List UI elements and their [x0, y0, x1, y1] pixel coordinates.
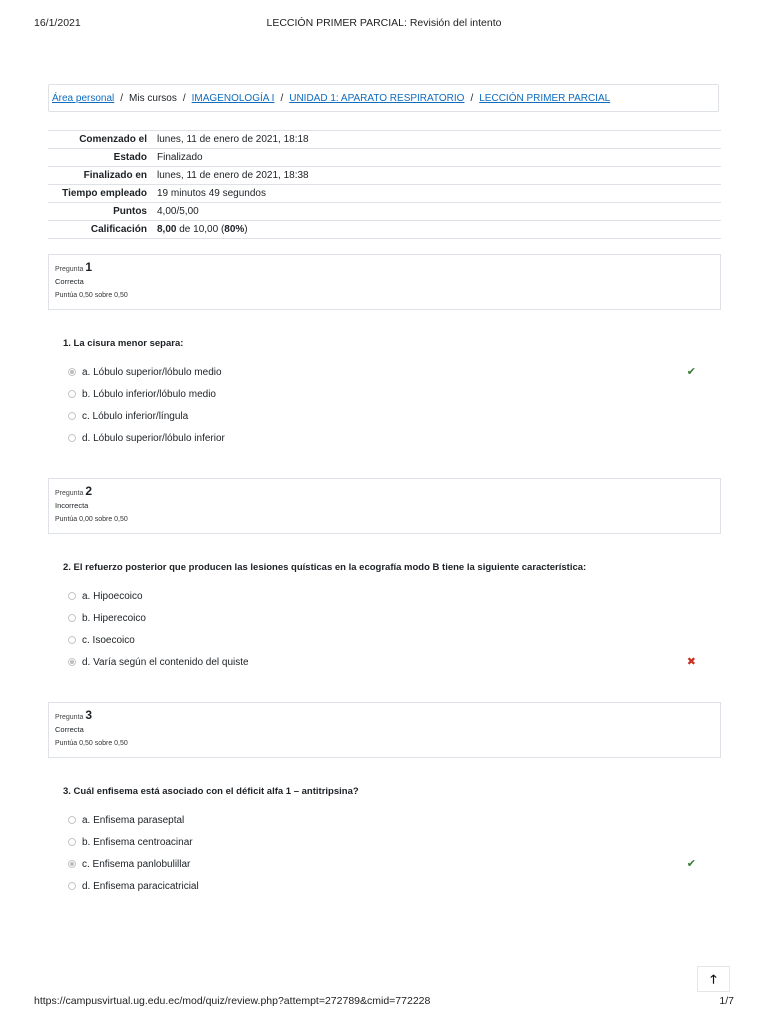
breadcrumb-separator: / [182, 92, 186, 104]
summary-row-finished [48, 167, 721, 185]
summary-row-time [48, 185, 721, 203]
grade-mid: de 10,00 ( [176, 224, 225, 235]
answer-label: c. Isoecoico [82, 634, 135, 646]
question-state: Correcta [55, 277, 84, 286]
print-footer [34, 995, 734, 1009]
grade-end: ) [244, 224, 248, 235]
answer-label: a. Lóbulo superior/lóbulo medio [82, 366, 222, 378]
radio-button-checked[interactable] [68, 368, 76, 376]
answer-option[interactable] [68, 611, 708, 625]
breadcrumb-separator: / [470, 92, 474, 104]
summary-value [157, 221, 721, 239]
arrow-up-icon: 🡑 [710, 972, 717, 986]
grade-percent: 80% [224, 224, 245, 235]
radio-button[interactable] [68, 390, 76, 398]
answer-option[interactable] [68, 633, 708, 647]
answer-label: d. Varía según el contenido del quiste [82, 656, 249, 668]
question-text-3: 3. Cuál enfisema está asociado con el déficit alfa 1 – antitripsina? [63, 786, 359, 797]
question-grade: Puntúa 0,50 sobre 0,50 [55, 292, 128, 299]
attempt-summary-table [48, 130, 721, 239]
answer-label: b. Enfisema centroacinar [82, 836, 193, 848]
answer-option[interactable] [68, 431, 708, 445]
question-number-value: 2 [85, 484, 93, 498]
answer-label: b. Lóbulo inferior/lóbulo medio [82, 388, 216, 400]
radio-button[interactable] [68, 614, 76, 622]
answer-option[interactable] [68, 589, 708, 603]
radio-button[interactable] [68, 816, 76, 824]
question-text-2: 2. El refuerzo posterior que producen las lesiones quísticas en la ecografía modo B tiene la siguiente característica: [63, 562, 587, 573]
question-prefix: Pregunta [55, 714, 84, 721]
question-info-2 [48, 478, 721, 534]
summary-label: Comenzado el [48, 131, 157, 149]
radio-button[interactable] [68, 882, 76, 890]
radio-button[interactable] [68, 636, 76, 644]
answer-label: c. Enfisema panlobulillar [82, 858, 191, 870]
question-number [55, 484, 714, 498]
question-number [55, 708, 714, 722]
question-info-3 [48, 702, 721, 758]
summary-value: lunes, 11 de enero de 2021, 18:18 [157, 131, 721, 149]
print-url: https://campusvirtual.ug.edu.ec/mod/quiz/review.php?attempt=272789&cmid=772228 [34, 995, 431, 1007]
answer-label: a. Hipoecoico [82, 590, 143, 602]
summary-row-state [48, 149, 721, 167]
answer-option[interactable] [68, 409, 708, 423]
question-prefix: Pregunta [55, 266, 84, 273]
check-icon: ✔ [686, 366, 696, 378]
question-state: Incorrecta [55, 501, 89, 510]
breadcrumb-area-personal[interactable]: Área personal [52, 92, 115, 104]
radio-button[interactable] [68, 434, 76, 442]
answer-option[interactable] [68, 365, 708, 379]
summary-label: Puntos [48, 203, 157, 221]
summary-value: 19 minutos 49 segundos [157, 185, 721, 203]
answer-option[interactable] [68, 879, 708, 893]
answer-option[interactable] [68, 835, 708, 849]
summary-value: 4,00/5,00 [157, 203, 721, 221]
radio-button[interactable] [68, 412, 76, 420]
summary-row-started [48, 131, 721, 149]
answer-label: a. Enfisema paraseptal [82, 814, 185, 826]
grade-value: 8,00 [157, 224, 177, 235]
answer-option[interactable] [68, 387, 708, 401]
check-icon: ✔ [686, 858, 696, 870]
breadcrumb-course[interactable]: IMAGENOLOGÍA I [191, 92, 275, 104]
breadcrumb-separator: / [120, 92, 124, 104]
question-grade: Puntúa 0,00 sobre 0,50 [55, 516, 128, 523]
print-header [34, 17, 734, 31]
summary-label: Estado [48, 149, 157, 167]
radio-button-checked[interactable] [68, 860, 76, 868]
print-title: LECCIÓN PRIMER PARCIAL: Revisión del intento [266, 17, 502, 29]
question-number [55, 260, 714, 274]
breadcrumb-quiz[interactable]: LECCIÓN PRIMER PARCIAL [479, 92, 611, 104]
summary-value: Finalizado [157, 149, 721, 167]
scroll-to-top-button[interactable] [697, 966, 730, 992]
question-text-1: 1. La cisura menor separa: [63, 338, 184, 349]
question-number-value: 3 [85, 708, 93, 722]
question-info-1 [48, 254, 721, 310]
breadcrumb-separator: / [280, 92, 284, 104]
print-date: 16/1/2021 [34, 17, 81, 29]
answer-option[interactable] [68, 813, 708, 827]
question-grade: Puntúa 0,50 sobre 0,50 [55, 740, 128, 747]
answer-option[interactable] [68, 857, 708, 871]
radio-button[interactable] [68, 838, 76, 846]
cross-icon: ✖ [686, 656, 696, 668]
question-number-value: 1 [85, 260, 93, 274]
breadcrumb-unit[interactable]: UNIDAD 1: APARATO RESPIRATORIO [289, 92, 465, 104]
radio-button[interactable] [68, 592, 76, 600]
breadcrumb-mis-cursos: Mis cursos [129, 92, 177, 104]
answer-option[interactable] [68, 655, 708, 669]
answer-label: c. Lóbulo inferior/língula [82, 410, 189, 422]
question-prefix: Pregunta [55, 490, 84, 497]
print-page-number: 1/7 [719, 995, 734, 1007]
summary-label: Calificación [48, 221, 157, 239]
answer-label: d. Enfisema paracicatricial [82, 880, 199, 892]
question-state: Correcta [55, 725, 84, 734]
summary-label: Finalizado en [48, 167, 157, 185]
breadcrumb [48, 84, 719, 112]
summary-value: lunes, 11 de enero de 2021, 18:38 [157, 167, 721, 185]
summary-label: Tiempo empleado [48, 185, 157, 203]
summary-row-marks [48, 203, 721, 221]
answer-label: b. Hiperecoico [82, 612, 146, 624]
answer-label: d. Lóbulo superior/lóbulo inferior [82, 432, 225, 444]
radio-button-checked[interactable] [68, 658, 76, 666]
summary-row-grade [48, 221, 721, 239]
